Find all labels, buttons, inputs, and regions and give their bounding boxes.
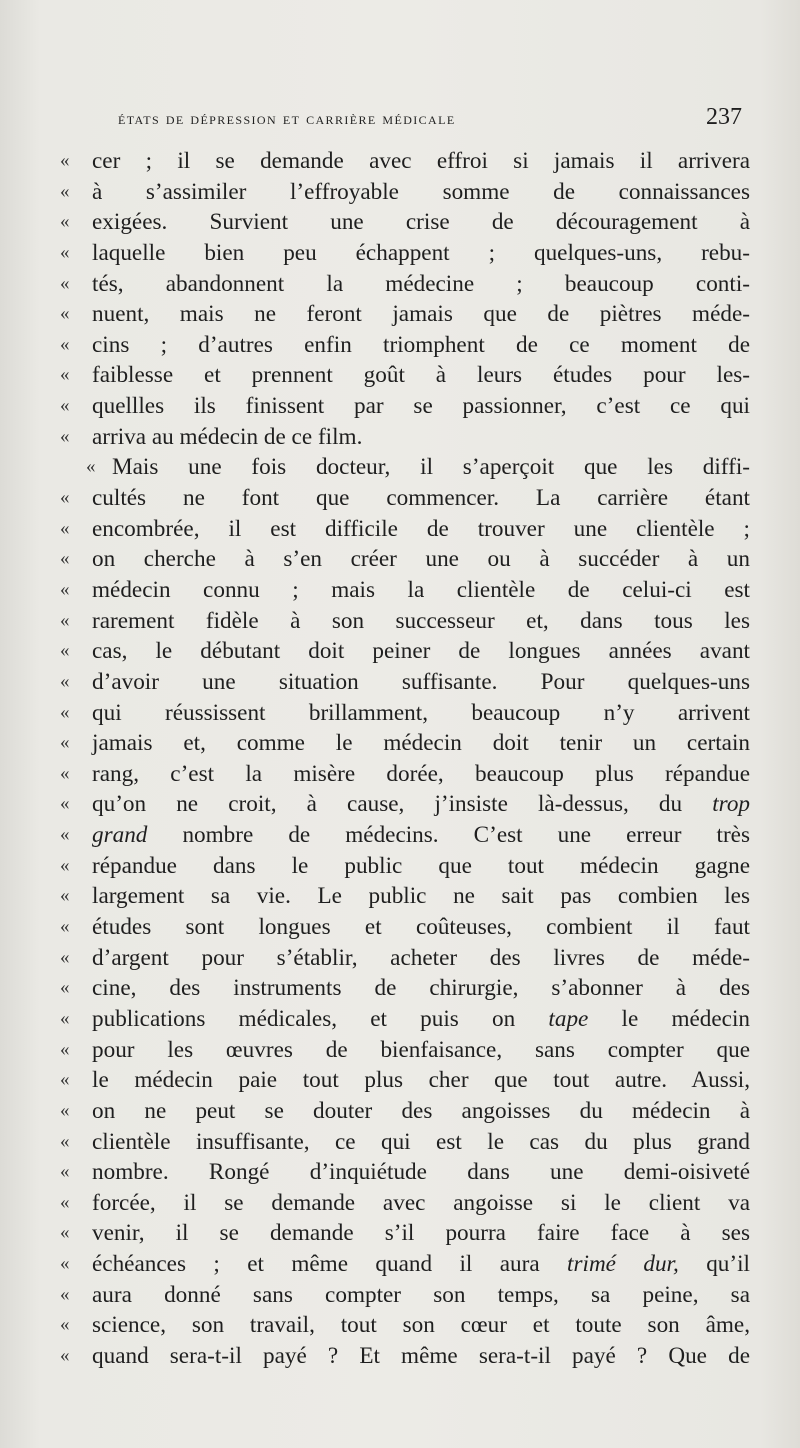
line-text: on ne peut se douter des angoisses du médecin à [92, 1097, 750, 1124]
line-text: pour les œuvres de bienfaisance, sans compter que [92, 1036, 750, 1063]
quote-mark: « [60, 640, 70, 662]
running-head-title: états de dépression et carrière médicale [118, 108, 456, 128]
quote-mark: « [60, 946, 70, 968]
line-text: encombrée, il est difficile de trouver une clientèle ; [92, 515, 750, 542]
quote-mark: « [60, 1314, 70, 1336]
text-line [60, 789, 760, 820]
quote-mark: « [60, 1069, 70, 1091]
quote-mark: « [60, 1130, 70, 1152]
italic-word-tape: tape [548, 1005, 589, 1032]
text-line [60, 299, 760, 330]
quote-mark: « [60, 180, 70, 202]
quote-mark: « [60, 762, 70, 784]
text-line [60, 759, 760, 790]
line-text: forcée, il se demande avec angoisse si le client va [92, 1189, 750, 1216]
quote-mark: « [60, 854, 70, 876]
line-text: le médecin paie tout plus cher que tout autre. Aussi, [92, 1067, 750, 1094]
running-head [118, 104, 742, 134]
line-text: cer ; il se demande avec effroi si jamais il arrivera [92, 148, 750, 174]
text-line-paragraph-start [60, 452, 760, 483]
quote-mark: « [60, 211, 70, 233]
text-line [60, 1218, 760, 1249]
italic-word-trop: trop [712, 791, 751, 818]
line-text: nombre. Rongé d’inquiétude dans une demi-oisiveté [92, 1159, 750, 1186]
line-text [92, 1004, 750, 1035]
line-text: faiblesse et prennent goût à leurs études pour les- [92, 362, 750, 389]
text-line [60, 1065, 760, 1096]
text-line [60, 820, 760, 851]
line-text: largement sa vie. Le public ne sait pas combien les [92, 883, 750, 910]
text-line [60, 636, 760, 667]
quote-mark: « [60, 333, 70, 355]
line-text: cas, le débutant doit peiner de longues années avant [92, 638, 750, 665]
text-line [60, 483, 760, 514]
quote-mark: « [60, 824, 70, 846]
text-line [60, 330, 760, 361]
quote-mark: « [60, 1161, 70, 1183]
line-text: rang, c’est la misère dorée, beaucoup plus répandue [92, 760, 750, 787]
line-text: quand sera-t-il payé ? Et même sera-t-il payé ? Que de [92, 1342, 750, 1369]
quote-mark: « [60, 670, 70, 692]
italic-word-grand: grand [92, 822, 148, 849]
line-text: aura donné sans compter son temps, sa peine, sa [92, 1281, 750, 1308]
line-text: rarement fidèle à son successeur et, dans tous les [92, 607, 750, 634]
text-line [60, 851, 760, 882]
line-text: Mais une fois docteur, il s’aperçoit que les diffi- [112, 454, 750, 481]
quote-mark: « [60, 241, 70, 263]
quote-mark: « [60, 395, 70, 417]
quote-mark: « [60, 548, 70, 570]
quote-mark: « [60, 1222, 70, 1244]
quote-mark: « [60, 578, 70, 600]
quote-mark: « [60, 732, 70, 754]
line-text: qui réussissent brillamment, beaucoup n’y arrivent [92, 699, 750, 726]
quote-mark: « [60, 487, 70, 509]
text-line [60, 269, 760, 300]
quote-mark: « [60, 977, 70, 999]
line-text [92, 820, 750, 851]
line-text: cins ; d’autres enfin triomphent de ce moment de [92, 331, 750, 358]
line-text-segment: échéances ; et même quand il aura [92, 1251, 540, 1278]
line-text: arriva au médecin de ce film. [92, 423, 363, 450]
text-line [60, 1310, 760, 1341]
text-line [60, 1157, 760, 1188]
text-line [60, 1096, 760, 1127]
quote-mark: « [60, 272, 70, 294]
quote-mark: « [60, 1038, 70, 1060]
line-text: nuent, mais ne feront jamais que de piètres méde- [92, 301, 750, 328]
line-text: d’argent pour s’établir, acheter des livres de méde- [92, 944, 750, 971]
line-text-segment: qu’on ne croit, à cause, j’insiste là-dessus, du [92, 791, 683, 818]
quote-mark: « [60, 885, 70, 907]
text-line [60, 606, 760, 637]
line-text-segment: nombre de médecins. C’est une erreur très [147, 822, 750, 849]
text-line [60, 912, 760, 943]
quote-mark: « [60, 364, 70, 386]
line-text: médecin connu ; mais la clientèle de celui-ci est [92, 576, 750, 603]
text-line [60, 1280, 760, 1311]
text-line [60, 514, 760, 545]
line-text: venir, il se demande s’il pourra faire face à ses [92, 1220, 750, 1247]
quote-mark: « [60, 517, 70, 539]
line-text: d’avoir une situation suffisante. Pour quelques-uns [92, 668, 750, 695]
body-text [60, 146, 760, 1372]
text-line [60, 973, 760, 1004]
text-line [60, 728, 760, 759]
text-line [60, 1341, 760, 1372]
text-line [60, 238, 760, 269]
line-text-segment: qu’il [678, 1251, 751, 1278]
text-line [60, 544, 760, 575]
line-text-segment: le médecin [588, 1005, 751, 1032]
text-line [60, 575, 760, 606]
text-line [60, 207, 760, 238]
page-number: 237 [706, 104, 742, 130]
quote-mark: « [60, 609, 70, 631]
line-text: quellles ils finissent par se passionner, c’est ce qui [92, 393, 750, 420]
text-line [60, 943, 760, 974]
quote-mark: « [60, 1007, 70, 1029]
line-text: à s’assimiler l’effroyable somme de connaissances [92, 178, 750, 205]
quote-mark: « [60, 1253, 70, 1275]
text-line [60, 422, 760, 453]
line-text: clientèle insuffisante, ce qui est le cas du plus grand [92, 1128, 750, 1155]
line-text: on cherche à s’en créer une ou à succéder à un [92, 546, 750, 573]
quote-mark: « [60, 1344, 70, 1366]
line-text: exigées. Survient une crise de découragement à [92, 209, 750, 236]
quote-mark: « [60, 1191, 70, 1213]
line-text: cine, des instruments de chirurgie, s’abonner à des [92, 975, 750, 1002]
text-line [60, 1188, 760, 1219]
line-text [92, 1249, 750, 1280]
line-text: études sont longues et coûteuses, combient il faut [92, 914, 750, 941]
line-text: cultés ne font que commencer. La carrière étant [92, 485, 750, 512]
quote-mark: « [60, 701, 70, 723]
quote-mark: « [60, 303, 70, 325]
text-line [60, 667, 760, 698]
text-line [60, 1004, 760, 1035]
line-text: science, son travail, tout son cœur et toute son âme, [92, 1312, 750, 1339]
text-line [60, 881, 760, 912]
line-text: tés, abandonnent la médecine ; beaucoup conti- [92, 270, 750, 297]
text-line [60, 698, 760, 729]
text-line [60, 1249, 760, 1280]
text-line [60, 360, 760, 391]
quote-mark: « [60, 150, 70, 171]
line-text: laquelle bien peu échappent ; quelques-uns, rebu- [92, 239, 750, 266]
line-text-segment: publications médicales, et puis on [92, 1005, 516, 1032]
quote-mark: « [60, 425, 70, 447]
text-line [60, 1127, 760, 1158]
text-line [60, 177, 760, 208]
quote-mark: « [86, 456, 96, 478]
line-text: jamais et, comme le médecin doit tenir un certain [92, 730, 750, 757]
text-line [60, 1035, 760, 1066]
line-text: répandue dans le public que tout médecin gagne [92, 852, 750, 879]
text-line [60, 146, 760, 177]
quote-mark: « [60, 1099, 70, 1121]
italic-phrase-trime-dur: trimé dur, [567, 1251, 679, 1278]
quote-mark: « [60, 916, 70, 938]
text-line [60, 391, 760, 422]
line-text [92, 789, 750, 820]
quote-mark: « [60, 793, 70, 815]
quote-mark: « [60, 1283, 70, 1305]
